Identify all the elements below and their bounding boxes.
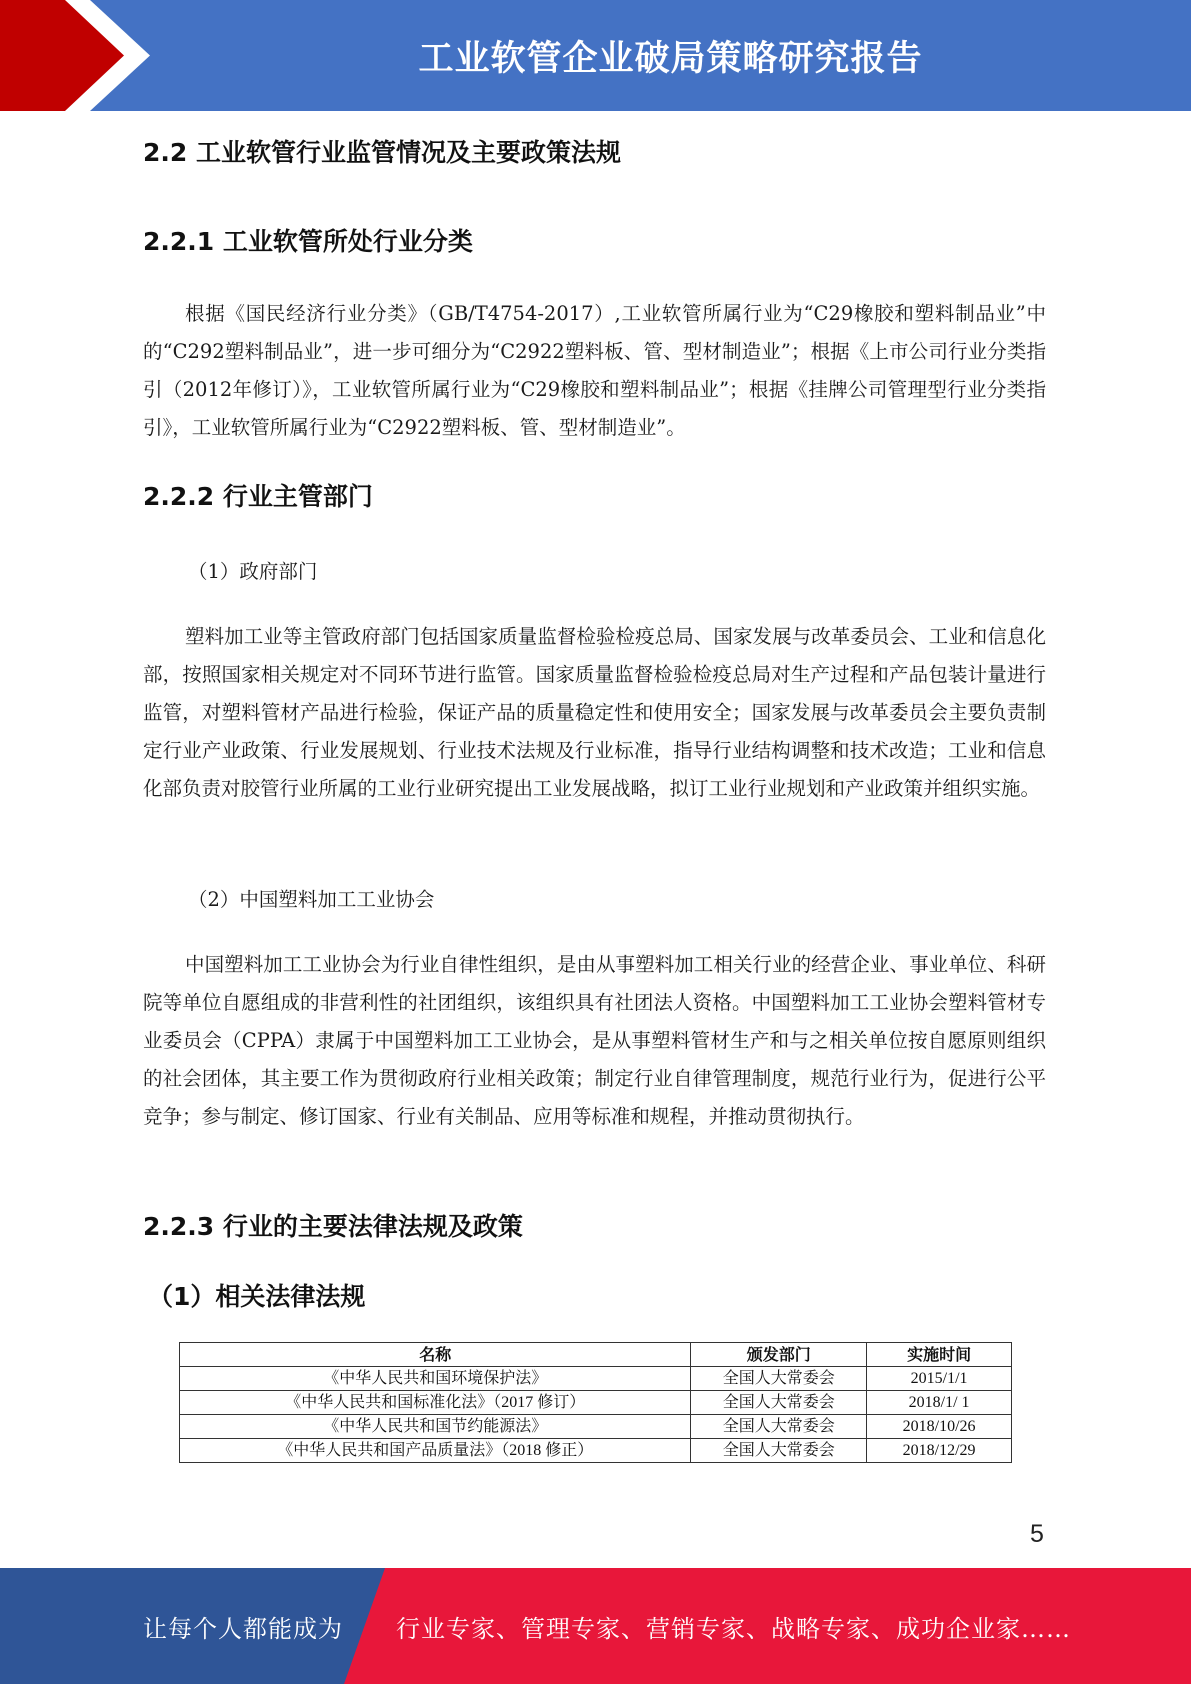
report-title: 工业软管企业破局策略研究报告 [418, 38, 923, 79]
chevron-icon [0, 0, 160, 111]
footer-banner [0, 1568, 1191, 1684]
page-number: 5 [1030, 1520, 1044, 1548]
law-date: 2015/1/1 [867, 1367, 1012, 1391]
header-effective-date: 实施时间 [867, 1343, 1012, 1367]
table-row [180, 1415, 1012, 1439]
government-paragraph: 塑料加工业等主管政府部门包括国家质量监督检验检疫总局、国家发展与改革委员会、工业和信息化部，按照国家相关规定对不同环节进行监管。国家质量监督检验检疫总局对生产过程和产品包装计量进行监管，对塑料管材产品进行检验，保证产品的质量稳定性和使用安全；国家发展与改革委员会主要负责制定行业产业政策、行业发展规划、行业技术法规及行业标准，指导行业结构调整和技术改造；工业和信息化部负责对胶管行业所属的工业行业研究提出工业发展战略，拟订工业行业规划和产业政策并组织实施。 [143, 625, 1046, 800]
table-header-row [180, 1343, 1012, 1367]
table-row [180, 1367, 1012, 1391]
section-2-2-title: 2.2 工业软管行业监管情况及主要政策法规 [143, 138, 621, 167]
laws-table [179, 1342, 1012, 1463]
table-row [180, 1391, 1012, 1415]
law-name: 《中华人民共和国节约能源法》 [180, 1415, 691, 1439]
law-issuer: 全国人大常委会 [691, 1391, 867, 1415]
law-issuer: 全国人大常委会 [691, 1439, 867, 1463]
law-name: 《中华人民共和国环境保护法》 [180, 1367, 691, 1391]
section-2-2-3-title: 2.2.3 行业的主要法律法规及政策 [143, 1212, 523, 1241]
law-date: 2018/10/26 [867, 1415, 1012, 1439]
footer-slogan-left: 让每个人都能成为 [143, 1614, 343, 1643]
association-paragraph: 中国塑料加工工业协会为行业自律性组织，是由从事塑料加工相关行业的经营企业、事业单位、科研院等单位自愿组成的非营利性的社团组织，该组织具有社团法人资格。中国塑料加工工业协会塑料管材专业委员会（CPPA）隶属于中国塑料加工工业协会，是从事塑料管材生产和与之相关单位按自愿原则组织的社会团体，其主要工作为贯彻政府行业相关政策；制定行业自律管理制度，规范行业行为，促进行公平竞争；参与制定、修订国家、行业有关制品、应用等标准和规程，并推动贯彻执行。 [143, 953, 1046, 1128]
section-2-2-1-paragraph: 根据《国民经济行业分类》（GB/T4754-2017）,工业软管所属行业为“C29橡胶和塑料制品业”中的“C292塑料制品业”，进一步可细分为“C2922塑料板、管、型材制造业”；根据《上市公司行业分类指引（2012年修订）》，工业软管所属行业为“C29橡胶和塑料制品业”；根据《挂牌公司管理型行业分类指引》，工业软管所属行业为“C2922塑料板、管、型材制造业”。 [143, 302, 1046, 439]
law-date: 2018/1/ 1 [867, 1391, 1012, 1415]
law-name: 《中华人民共和国产品质量法》（2018 修正） [180, 1439, 691, 1463]
law-date: 2018/12/29 [867, 1439, 1012, 1463]
header-issuer: 颁发部门 [691, 1343, 867, 1367]
header-banner [0, 0, 1191, 111]
subheading-government: （1）政府部门 [188, 560, 318, 583]
subheading-association: （2）中国塑料加工工业协会 [188, 888, 435, 911]
subheading-laws: （1）相关法律法规 [148, 1282, 366, 1311]
header-name: 名称 [180, 1343, 691, 1367]
footer-slogan-right: 行业专家、管理专家、营销专家、战略专家、成功企业家…… [396, 1614, 1071, 1643]
law-issuer: 全国人大常委会 [691, 1415, 867, 1439]
section-2-2-1-title: 2.2.1 工业软管所处行业分类 [143, 227, 473, 256]
law-issuer: 全国人大常委会 [691, 1367, 867, 1391]
table-row [180, 1439, 1012, 1463]
law-name: 《中华人民共和国标准化法》（2017 修订） [180, 1391, 691, 1415]
section-2-2-2-title: 2.2.2 行业主管部门 [143, 482, 373, 511]
